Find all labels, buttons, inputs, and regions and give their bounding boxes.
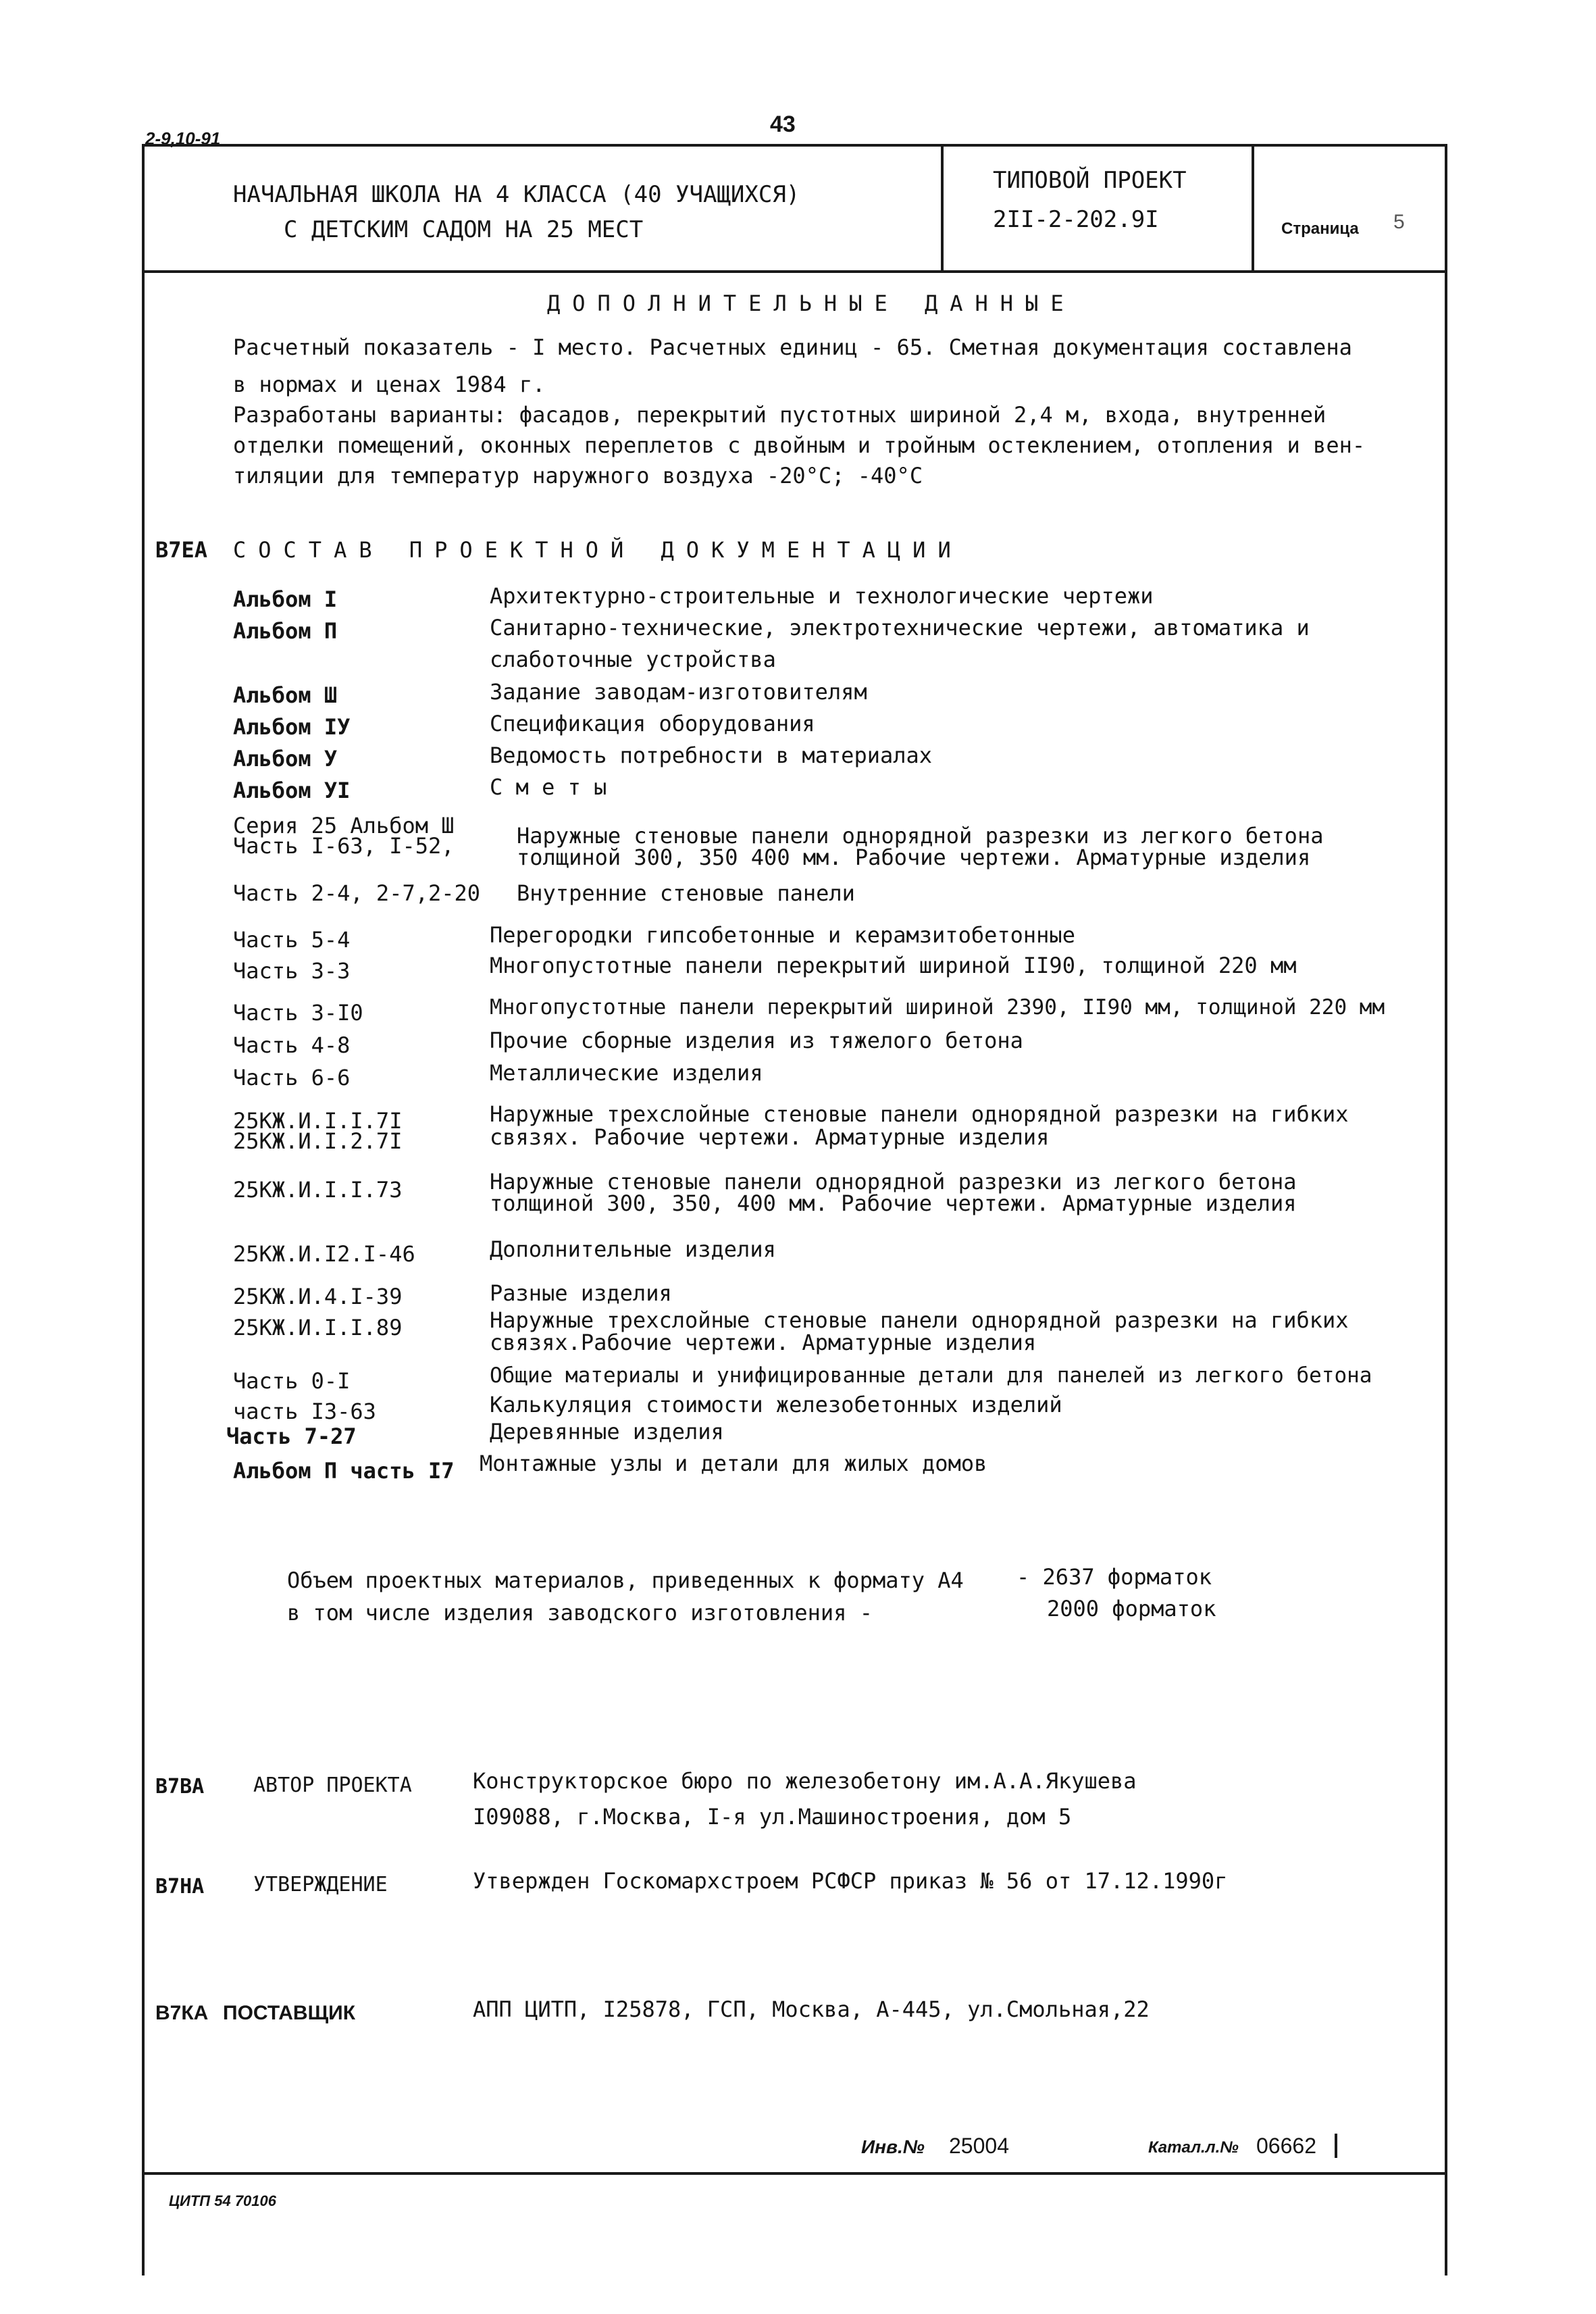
extra-line: Разработаны варианты: фасадов, перекрытий пустотных шириной 2,4 м, входа, внутренней	[233, 402, 1327, 428]
part-description: Многопустотные панели перекрытий шириной II90, толщиной 220 мм	[490, 953, 1297, 978]
album-label: Альбом Ш	[233, 682, 338, 708]
album-description: Спецификация оборудования	[490, 711, 815, 736]
part-description: Наружные стеновые панели однорядной разрезки из легкого бетона	[490, 1169, 1297, 1194]
page-value: 5	[1393, 211, 1405, 233]
part-label: Часть 2-4, 2-7,2-20	[233, 880, 481, 906]
part-label: 25КЖ.И.I.2.7I	[233, 1128, 403, 1154]
sheet-number: 43	[770, 111, 796, 137]
part-label: Часть 3-3	[233, 958, 351, 984]
project-label: ТИПОВОЙ ПРОЕКТ	[993, 167, 1187, 194]
part-description: связях.Рабочие чертежи. Арматурные изделия	[490, 1330, 1037, 1355]
part-label: 25КЖ.И.I2.I-46	[233, 1241, 415, 1267]
school-title-line2: С ДЕТСКИМ САДОМ НА 25 МЕСТ	[284, 216, 644, 243]
supplier-label: ПОСТАВЩИК	[223, 2002, 356, 2024]
supplier-code: В7КА	[155, 2002, 209, 2024]
catalog-marker	[1335, 2134, 1337, 2158]
part-description: Наружные трехслойные стеновые панели однорядной разрезки на гибких	[490, 1101, 1349, 1127]
part-label: часть I3-63	[233, 1399, 376, 1424]
part-description: Внутренние стеновые панели	[517, 880, 855, 906]
frame-bottom-border	[142, 2172, 1447, 2175]
part-label: Часть 4-8	[233, 1032, 351, 1058]
series-label: Серия 25 Альбом Ш	[233, 813, 455, 838]
part-description: толщиной 300, 350, 400 мм. Рабочие чертежи. Арматурные изделия	[490, 1190, 1297, 1216]
part-label: 25КЖ.И.4.I-39	[233, 1284, 403, 1309]
part-description: Металлические изделия	[490, 1060, 763, 1086]
album-description: слаботочные устройства	[490, 647, 776, 672]
title-bottom-border	[142, 270, 1447, 273]
extra-line: Расчетный показатель - I место. Расчетных единиц - 65. Сметная документация составлена	[233, 334, 1352, 360]
part-label: Часть 0-I	[233, 1368, 351, 1394]
album-label: Альбом IУ	[233, 714, 351, 740]
part-description: Деревянные изделия	[490, 1419, 724, 1444]
approval-code: В7НА	[155, 1875, 205, 1898]
part-label: 25КЖ.И.I.I.89	[233, 1315, 403, 1340]
project-number: 2II-2-202.9I	[993, 206, 1159, 233]
part-description: Перегородки гипсобетонные и керамзитобетонные	[490, 922, 1075, 948]
series-description: Наружные стеновые панели однорядной разрезки из легкого бетона	[517, 823, 1324, 849]
extra-line: отделки помещений, оконных переплетов с двойным и тройным остеклением, отопления и вен-	[233, 432, 1366, 458]
part-description: Общие материалы и унифицированные детали для панелей из легкого бетона	[490, 1363, 1372, 1388]
album-description: Ведомость потребности в материалах	[490, 743, 933, 768]
part-description: Калькуляция стоимости железобетонных изделий	[490, 1392, 1062, 1417]
supplier-text: АПП ЦИТП, I25878, ГСП, Москва, А-445, ул.Смольная,22	[473, 1996, 1150, 2022]
album-label: Альбом УI	[233, 778, 351, 803]
album-description: Архитектурно-строительные и технологические чертежи	[490, 583, 1154, 609]
part-label: Альбом П часть I7	[233, 1458, 455, 1484]
approval-label: УТВЕРЖДЕНИЕ	[253, 1873, 388, 1896]
part-label: Часть 6-6	[233, 1065, 351, 1090]
album-label: Альбом У	[233, 746, 338, 772]
catalog-label: Катал.л.№	[1148, 2138, 1239, 2157]
part-description: Разные изделия	[490, 1280, 672, 1306]
extra-line: тиляции для температур наружного воздуха -20°С; -40°С	[233, 463, 923, 488]
part-label: 25КЖ.И.I.I.73	[233, 1177, 403, 1203]
page-label: Страница	[1281, 220, 1359, 238]
part-label: Часть 3-I0	[233, 1000, 363, 1026]
author-line: I09088, г.Москва, I-я ул.Машиностроения, дом 5	[473, 1804, 1072, 1830]
inventory-value: 25004	[949, 2134, 1009, 2158]
approval-text: Утвержден Госкомархстроем РСФСР приказ № 56 от 17.12.1990г	[473, 1868, 1228, 1894]
extra-heading: ДОПОЛНИТЕЛЬНЫЕ ДАННЫЕ	[547, 291, 1076, 316]
school-title-line1: НАЧАЛЬНАЯ ШКОЛА НА 4 КЛАССА (40 УЧАЩИХСЯ)	[233, 181, 800, 208]
part-description: связях. Рабочие чертежи. Арматурные изделия	[490, 1124, 1050, 1150]
part-description: Наружные трехслойные стеновые панели однорядной разрезки на гибких	[490, 1307, 1349, 1333]
album-label: Альбом I	[233, 586, 338, 612]
volume-label: в том числе изделия заводского изготовления -	[287, 1600, 873, 1626]
author-line: Конструкторское бюро по железобетону им.А.А.Якушева	[473, 1768, 1137, 1794]
extra-line: в нормах и ценах 1984 г.	[233, 372, 546, 397]
title-divider-2	[1252, 144, 1254, 272]
bottom-code: ЦИТП 54 70106	[169, 2192, 276, 2209]
title-divider-1	[941, 144, 944, 272]
part-label: Часть 7-27	[226, 1424, 357, 1449]
part-label: 25КЖ.И.I.I.7I	[233, 1108, 403, 1134]
composition-code: В7ЕА	[155, 537, 208, 563]
volume-value: 2000 форматок	[1047, 1596, 1216, 1621]
inventory-label: Инв.№	[861, 2136, 925, 2157]
part-label: Часть 5-4	[233, 927, 351, 953]
catalog-value: 06662	[1256, 2134, 1316, 2158]
volume-value: - 2637 форматок	[1016, 1564, 1212, 1590]
document-code: 2-9,10-91	[145, 128, 221, 149]
part-description: Монтажные узлы и детали для жилых домов	[480, 1451, 987, 1476]
album-label: Альбом П	[233, 618, 338, 644]
series-description: толщиной 300, 350 400 мм. Рабочие чертежи. Арматурные изделия	[517, 845, 1311, 870]
volume-label: Объем проектных материалов, приведенных к формату А4	[287, 1567, 964, 1593]
author-code: В7ВА	[155, 1775, 205, 1799]
album-description: Санитарно-технические, электротехнические чертежи, автоматика и	[490, 615, 1310, 640]
composition-heading: СОСТАВ ПРОЕКТНОЙ ДОКУМЕНТАЦИИ	[233, 537, 963, 563]
part-description: Многопустотные панели перекрытий шириной 2390, II90 мм, толщиной 220 мм	[490, 995, 1385, 1020]
part-description: Дополнительные изделия	[490, 1236, 776, 1262]
album-description: С м е т ы	[490, 774, 607, 800]
part-description: Прочие сборные изделия из тяжелого бетона	[490, 1028, 1023, 1053]
author-label: АВТОР ПРОЕКТА	[253, 1774, 412, 1797]
album-description: Задание заводам-изготовителям	[490, 679, 867, 705]
series-part: Часть I-63, I-52,	[233, 833, 455, 859]
